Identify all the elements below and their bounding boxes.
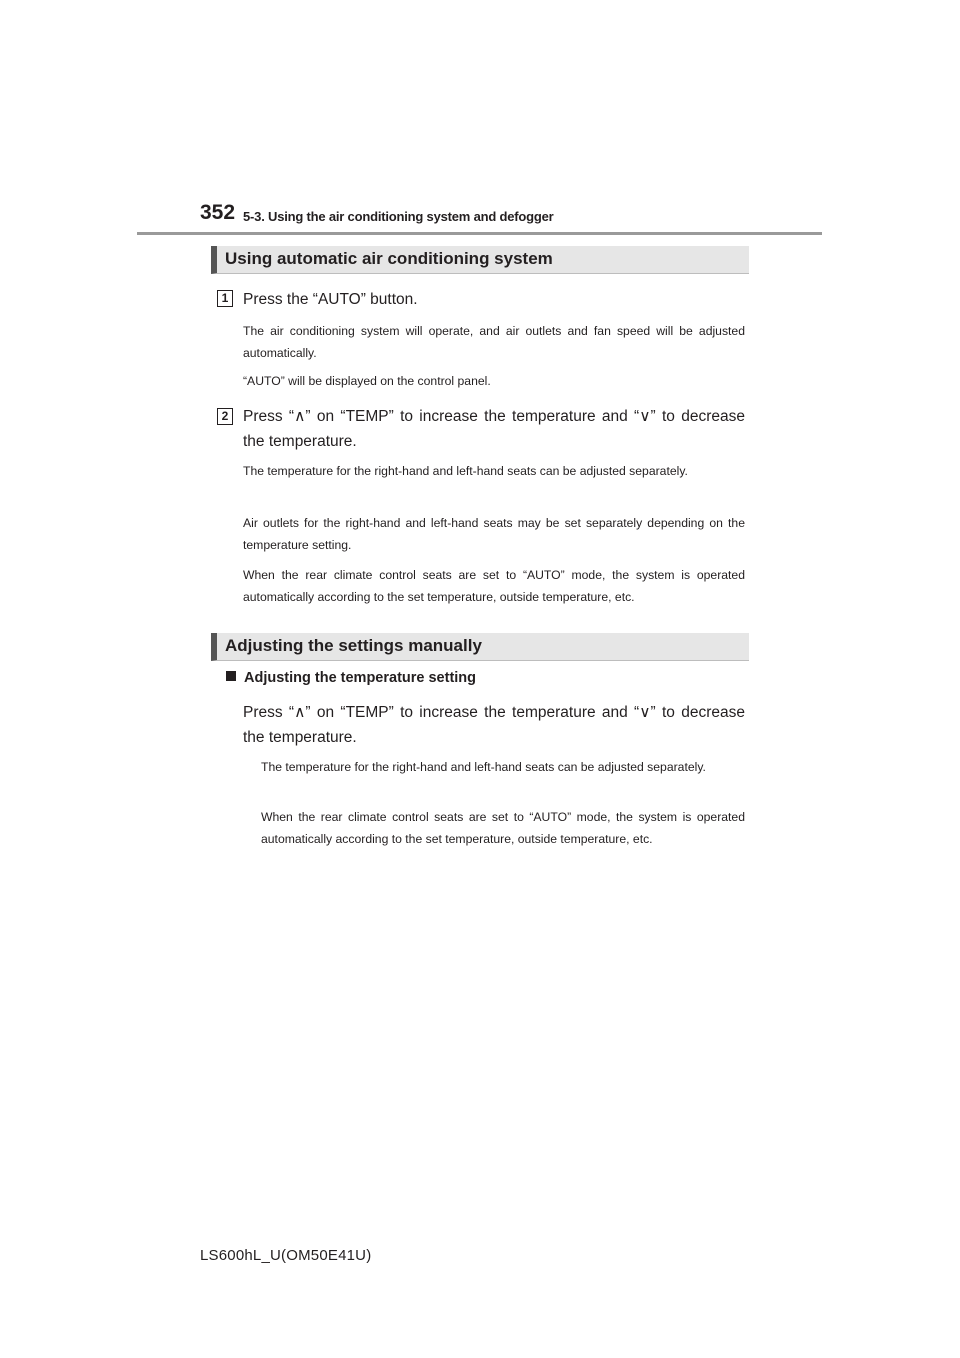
step-2-note: The temperature for the right-hand and left-hand seats can be adjusted separately. (243, 464, 688, 478)
subheading-text: Adjusting the temperature setting (244, 670, 477, 686)
step-1-badge: 1 (217, 290, 233, 307)
footer-model-code: LS600hL_U(OM50E41U) (200, 1247, 372, 1264)
manual-note: The temperature for the right-hand and left-hand seats can be adjusted separately. (261, 760, 706, 774)
manual-instruction-text: Press “∧” on “TEMP” to increase the temperature and “∨” to decrease the temperature. (243, 704, 745, 746)
step-1-note: The air conditioning system will operate, and air outlets and fan speed will be adjusted automatically. (243, 324, 745, 360)
step-1-text: Press the “AUTO” button. (243, 291, 418, 308)
step-2-text: Press “∧” on “TEMP” to increase the temperature and “∨” to decrease the temperature. (243, 408, 745, 450)
page-number: 352 (200, 201, 236, 224)
step-2-note: Air outlets for the right-hand and left-hand seats may be set separately depending on the temperature setting. (243, 516, 745, 552)
square-bullet-icon (226, 671, 236, 681)
section-heading-automatic (211, 246, 749, 274)
section-heading-manual (211, 633, 749, 661)
manual-note: When the rear climate control seats are set to “AUTO” mode, the system is operated automatically according to the set temperature, outside temperature, etc. (261, 810, 745, 846)
section-heading-manual-title: Adjusting the settings manually (225, 636, 482, 655)
section-heading-automatic-title: Using automatic air conditioning system (225, 249, 553, 268)
subheading (226, 670, 476, 686)
step-2-note: When the rear climate control seats are set to “AUTO” mode, the system is operated automatically according to the set temperature, outside temperature, etc. (243, 568, 745, 604)
header-divider (137, 232, 822, 235)
step-2-badge: 2 (217, 408, 233, 425)
section-title: 5-3. Using the air conditioning system and defogger (243, 209, 554, 224)
step-1-note: “AUTO” will be displayed on the control panel. (243, 374, 491, 388)
